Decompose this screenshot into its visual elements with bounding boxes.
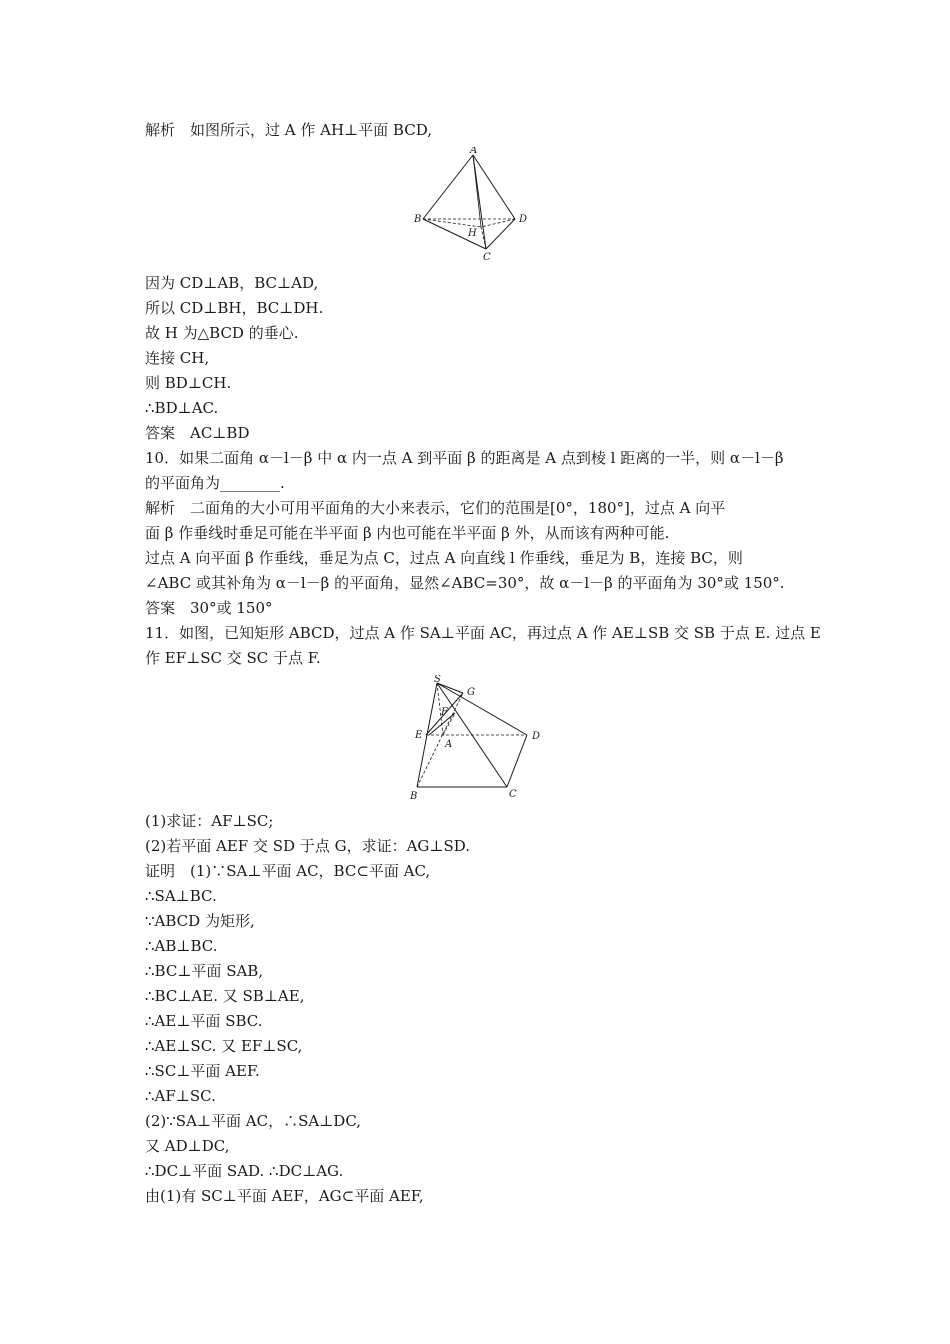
text-line: ∴BD⊥AC. [145, 399, 219, 417]
analysis-line: 面 β 作垂线时垂足可能在半平面 β 内也可能在半平面 β 外，从而该有两种可能. [145, 524, 670, 542]
label-H: H [468, 228, 477, 239]
text-line: 因为 CD⊥AB，BC⊥AD, [145, 274, 319, 292]
text-line: ∴BC⊥平面 SAB, [145, 962, 264, 980]
text-line: ∴BC⊥AE. 又 SB⊥AE, [145, 987, 305, 1005]
analysis-line: 解析 二面角的大小可用平面角的大小来表示，它们的范围是[0°，180°]，过点 A 向平 [145, 499, 726, 517]
answer-line: 答案 30°或 150° [145, 599, 273, 617]
label-C: C [483, 252, 491, 263]
text-line: 解析 如图所示，过 A 作 AH⊥平面 BCD, [145, 121, 432, 139]
text-line: (2)∵SA⊥平面 AC，∴SA⊥DC, [145, 1112, 362, 1130]
problem-11-line: 11．如图，已知矩形 ABCD，过点 A 作 SA⊥平面 AC，再过点 A 作 AE⊥SB 交 SB 于点 E. 过点 E [145, 624, 821, 642]
text-line: ∴AE⊥平面 SBC. [145, 1012, 263, 1030]
problem-10-line: 的平面角为________. [145, 474, 285, 492]
label-A: A [445, 739, 453, 750]
text-line: 所以 CD⊥BH，BC⊥DH. [145, 299, 324, 317]
label-S: S [434, 675, 441, 685]
label-A: A [470, 147, 478, 156]
label-F: F [441, 707, 448, 718]
answer-line: 答案 AC⊥BD [145, 424, 250, 442]
text-line: (2)若平面 AEF 交 SD 于点 G，求证：AG⊥SD. [145, 837, 471, 855]
solution-9-intro [145, 118, 810, 143]
text-line: ∵ABCD 为矩形, [145, 912, 255, 930]
text-line: 又 AD⊥DC, [145, 1137, 230, 1155]
text-line: ∴AB⊥BC. [145, 937, 218, 955]
analysis-line: 过点 A 向平面 β 作垂线，垂足为点 C，过点 A 向直线 l 作垂线，垂足为 B，连接 BC，则 [145, 549, 743, 567]
label-C: C [509, 789, 517, 800]
label-B: B [414, 214, 422, 225]
label-G: G [467, 687, 475, 698]
text-line: (1)求证：AF⊥SC; [145, 812, 274, 830]
solution-9-and-problem-10-11 [145, 271, 821, 671]
text-line: 故 H 为△BCD 的垂心. [145, 324, 299, 342]
tetrahedron-figure [413, 147, 543, 265]
text-line: 连接 CH, [145, 349, 210, 367]
problem-11-line: 作 EF⊥SC 交 SC 于点 F. [145, 649, 321, 667]
text-line: 则 BD⊥CH. [145, 374, 232, 392]
analysis-line: ∠ABC 或其补角为 α－l－β 的平面角，显然∠ABC=30°，故 α－l－β 的平面角为 30°或 150°. [145, 574, 785, 592]
text-line: ∴SC⊥平面 AEF. [145, 1062, 260, 1080]
label-B: B [410, 791, 418, 802]
pyramid-figure [407, 675, 547, 805]
label-D: D [532, 731, 541, 742]
text-line: ∴SA⊥BC. [145, 887, 217, 905]
problem-10-line: 10．如果二面角 α－l－β 中 α 内一点 A 到平面 β 的距离是 A 点到棱 l 距离的一半，则 α－l－β [145, 449, 784, 467]
text-line: ∴DC⊥平面 SAD. ∴DC⊥AG. [145, 1162, 344, 1180]
text-line: 证明 (1)∵SA⊥平面 AC，BC⊂平面 AC, [145, 862, 431, 880]
text-line: ∴AE⊥SC. 又 EF⊥SC, [145, 1037, 303, 1055]
problem-11-proof [145, 809, 810, 1209]
label-E: E [415, 730, 423, 741]
text-line: ∴AF⊥SC. [145, 1087, 216, 1105]
label-D: D [519, 214, 528, 225]
text-line: 由(1)有 SC⊥平面 AEF，AG⊂平面 AEF, [145, 1187, 424, 1205]
document-page [145, 118, 821, 1209]
